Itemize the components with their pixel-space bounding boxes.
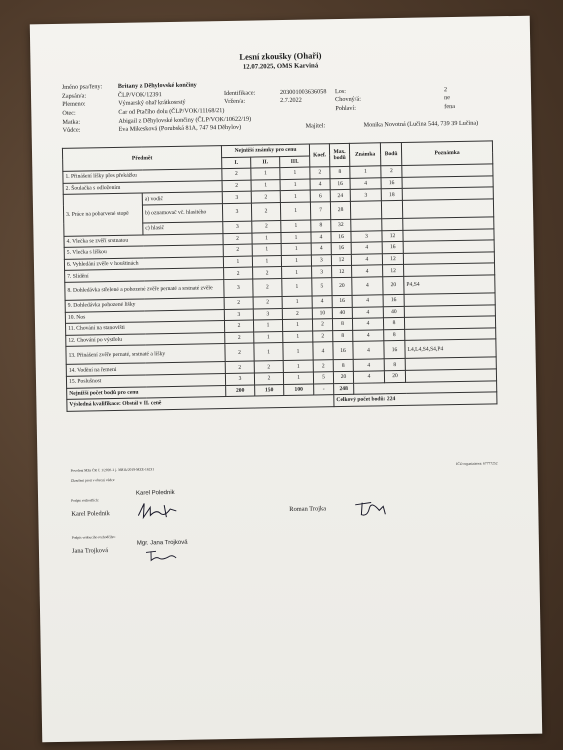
total-points: Celkový počet bodů: 224	[334, 392, 497, 406]
cell-subject: 9. Dohledávka pohozené lišky	[65, 298, 224, 312]
dog-info	[62, 76, 493, 136]
mother-label: Matka:	[62, 118, 81, 126]
small-note: Zkoušení proti v obecní vůdce	[70, 478, 115, 483]
cell-grade-iii: 1	[280, 202, 310, 221]
cell-poznamka	[402, 199, 493, 219]
judge-3-name: Jana Trojková	[71, 547, 109, 555]
cell-max: 20	[333, 371, 353, 383]
cell-grade-i: 2	[224, 320, 253, 332]
cell-subject: 10. Nos	[65, 309, 224, 323]
breed-value: Výmarský ohař krátkosrstý	[118, 99, 186, 108]
organizer-id: IČO organizátora: 67777252	[456, 461, 498, 467]
cell-grade-ii: 1	[254, 331, 283, 343]
cell-poznamka: P4,S4	[404, 275, 495, 295]
cell-grade-i: 3	[222, 191, 251, 203]
cell-max: 40	[332, 307, 352, 319]
cell-znamka: 4	[352, 295, 383, 307]
document-subtitle: 12.07.2025, OMS Karviná	[242, 62, 319, 71]
cell-koef: 2	[310, 167, 330, 179]
cell-znamka: 4	[353, 330, 384, 342]
judges-caption: Podpis rozhodčích:	[71, 498, 99, 503]
cell-bodu: 12	[383, 265, 404, 277]
cell-subject: 1. Přinášení lišky přes překážku	[63, 169, 222, 183]
cell-grade-ii: 2	[252, 221, 281, 233]
judge-stamp-1: Karel Polednik	[135, 489, 175, 497]
cell-grade-i: 3	[223, 221, 252, 233]
cell-znamka: 4	[352, 277, 383, 296]
cell-znamka: 3	[351, 230, 382, 242]
cell-znamka: 1	[350, 166, 381, 178]
cell-subject: 8. Dohledávka střelené a pohozené zvěře pernaté a srstnaté zvěře	[65, 280, 224, 301]
cell-koef: 6	[310, 190, 330, 202]
reg-value: ČLP/VOK/12391	[117, 90, 162, 99]
id-label: Identifikace:	[223, 89, 256, 97]
cell-koef: 4	[312, 296, 332, 308]
cell-koef: 2	[313, 360, 333, 372]
cell-max: 20	[332, 277, 352, 295]
cell-grade-iii: 1	[280, 167, 310, 179]
cell-grade-ii: 1	[251, 179, 280, 191]
cell-grade-ii: 2	[253, 296, 282, 308]
header-max: Max. bodů	[329, 143, 349, 167]
header-poznamka: Poznámka	[401, 141, 492, 166]
cell-grade-i: 3	[222, 203, 251, 222]
cell-grade-ii: 1	[252, 255, 281, 267]
cell-koef: 4	[310, 178, 330, 190]
cell-grade-i: 2	[223, 244, 252, 256]
cell-max: 28	[330, 201, 350, 219]
cell-subject: 7. Slídění	[65, 268, 224, 282]
cell-grade-ii: 1	[252, 244, 281, 256]
signature-3	[144, 548, 184, 563]
cell-znamka: 4	[350, 178, 381, 190]
cell-grade-ii: 2	[254, 372, 283, 384]
cell-znamka: 4	[352, 318, 383, 330]
cell-grade-iii: 1	[283, 331, 313, 343]
cell-grade-ii: 2	[251, 203, 280, 222]
cell-max: 8	[330, 167, 350, 179]
cell-grade-i: 2	[222, 180, 251, 192]
cell-koef: 3	[311, 254, 331, 266]
sum-koef: -	[314, 383, 334, 395]
cell-koef: 8	[311, 220, 331, 232]
cell-bodu: 18	[381, 189, 402, 201]
cell-grade-iii: 1	[282, 266, 312, 278]
cell-max: 24	[330, 190, 350, 202]
cell-grade-i: 2	[225, 343, 254, 362]
cell-grade-ii: 2	[253, 267, 282, 279]
cell-grade-iii: 1	[282, 319, 312, 331]
cell-bodu: 2	[381, 166, 402, 178]
chovny-label: Chovný/á:	[335, 96, 361, 104]
cell-subject: 13. Přinášení zvěře pernaté, srstnaté a lišky	[66, 344, 225, 365]
cell-bodu: 12	[382, 253, 403, 265]
born-label: Vržen/a:	[224, 98, 246, 106]
cell-bodu: 16	[382, 242, 403, 254]
cell-max: 16	[332, 295, 352, 307]
cell-bodu: 8	[384, 359, 405, 371]
mother-value: Abigail z Děhylovské končiny (ČLP/VOK/10622/19)	[118, 115, 252, 125]
judge-stamp-3: Mgr. Jana Trojková	[136, 539, 188, 547]
cell-grade-iii: 1	[283, 372, 313, 384]
cell-grade-ii: 2	[254, 361, 283, 373]
cell-znamka: 4	[351, 242, 382, 254]
cell-bodu: 8	[383, 318, 404, 330]
cell-max: 16	[331, 231, 351, 243]
cell-koef: 10	[312, 307, 332, 319]
cell-subsubject: c) hlasič	[143, 222, 223, 235]
cell-bodu	[382, 218, 403, 230]
cell-max: 32	[331, 219, 351, 231]
cell-znamka: 4	[351, 254, 382, 266]
header-ii: II.	[251, 156, 280, 168]
cell-grade-iii: 1	[281, 243, 311, 255]
cell-grade-ii: 1	[253, 320, 282, 332]
owner-value: Monika Novotná (Lučina 544, 739 39 Lučina)	[363, 120, 479, 130]
cell-koef: 5	[313, 372, 333, 384]
chovny-value: ne	[444, 94, 451, 102]
cell-max: 12	[332, 266, 352, 278]
handler-label: Vůdce:	[62, 126, 81, 135]
cell-poznamka: L4,L4,S4,S4,P4	[405, 339, 496, 359]
cell-grade-iii: 2	[282, 308, 312, 320]
sum-iii: 100	[284, 384, 314, 396]
header-subject: Předmět	[62, 146, 221, 172]
cell-grade-i: 2	[225, 332, 254, 344]
cell-subject: 15. Poslušnost	[66, 373, 225, 387]
results-table	[62, 140, 498, 411]
judge-1-name: Karel Polednik	[71, 510, 110, 518]
los-value: 2	[443, 85, 448, 93]
cell-grade-ii: 3	[253, 308, 282, 320]
father-value: Car od Ptačího dolu (ČLP/VOK/11168/21)	[118, 107, 225, 116]
sex-value: fena	[444, 103, 455, 111]
cell-grade-ii: 1	[251, 168, 280, 180]
cell-grade-i: 2	[224, 267, 253, 279]
cell-grade-iii: 1	[281, 220, 311, 232]
sum-i: 200	[226, 385, 255, 397]
cell-znamka: 4	[353, 371, 384, 383]
cell-koef: 4	[311, 243, 331, 255]
cell-bodu: 20	[384, 370, 405, 382]
cell-max: 8	[333, 330, 353, 342]
cell-grade-iii: 1	[281, 255, 311, 267]
cell-grade-i: 2	[223, 233, 252, 245]
cell-max: 8	[332, 318, 352, 330]
cell-max: 12	[331, 254, 351, 266]
cell-subject: 12. Chování po výstřelu	[66, 332, 225, 346]
header-znamka: Známka	[349, 143, 380, 167]
sex-label: Pohlaví:	[335, 104, 356, 113]
sum-ii: 150	[255, 384, 284, 396]
cell-znamka	[351, 219, 382, 231]
permit-note: Povolení MZe ČR č. 1/2020-1 j. 3681k/2019-MZE-16231	[70, 467, 155, 473]
header-bodu: Bodů	[380, 142, 401, 166]
cell-bodu: 8	[384, 329, 405, 341]
cell-grade-i: 3	[224, 279, 253, 298]
cell-znamka: 4	[353, 341, 384, 360]
cell-grade-iii: 1	[283, 342, 313, 361]
cell-znamka: 4	[352, 265, 383, 277]
sum-label: Nejnižší počet bodů pro cenu	[67, 385, 226, 399]
cell-bodu: 16	[383, 294, 404, 306]
cell-koef: 4	[311, 231, 331, 243]
cell-grade-i: 1	[223, 256, 252, 268]
cell-subject: 11. Chování na stanovišti	[65, 321, 224, 335]
cell-znamka: 4	[353, 359, 384, 371]
cell-grade-iii: 1	[280, 190, 310, 202]
dog-name: Britany z Děhylovské končiny	[117, 81, 197, 90]
cell-subject: 4. Vlečka se zvěří srstnatou	[64, 233, 223, 247]
cell-max: 16	[333, 342, 353, 360]
cell-grade-ii: 2	[251, 191, 280, 203]
document-page	[30, 16, 542, 743]
cell-znamka: 4	[352, 306, 383, 318]
cell-max: 8	[333, 360, 353, 372]
born-value: 2.7.2022	[280, 97, 302, 105]
cell-max: 16	[331, 242, 351, 254]
breed-label: Plemeno:	[62, 100, 86, 109]
cell-grade-i: 2	[225, 361, 254, 373]
cell-bodu: 40	[383, 306, 404, 318]
cell-subject: 5. Vlečka s liškou	[64, 245, 223, 259]
cell-grade-iii: 1	[280, 179, 310, 191]
cell-grade-ii: 2	[253, 278, 282, 297]
cell-subject: 14. Vodění na řemeni	[66, 362, 225, 376]
cell-subject: 3. Práce na pobarvené stopě	[63, 193, 143, 236]
cell-max: 16	[330, 178, 350, 190]
id-value: 203001003636058	[279, 87, 327, 96]
cell-grade-i: 2	[224, 297, 253, 309]
signature-2	[353, 498, 393, 519]
header-koef: Koef.	[309, 144, 329, 168]
cell-grade-iii: 1	[282, 296, 312, 308]
cell-znamka: 3	[350, 189, 381, 201]
header-min-grades: Nejnižší známky pro cenu	[221, 144, 309, 157]
cell-bodu	[381, 200, 402, 218]
los-label: Los:	[334, 87, 347, 95]
cell-grade-iii: 1	[283, 360, 313, 372]
cell-grade-i: 3	[225, 373, 254, 385]
cell-grade-i: 2	[222, 168, 251, 180]
name-label: Jméno psa/feny:	[61, 83, 103, 91]
header-iii: III.	[280, 156, 310, 168]
cell-bodu: 12	[382, 230, 403, 242]
cell-koef: 7	[310, 202, 330, 220]
handler-value: Eva Mikesková (Porubská 81A, 747 94 Děhylov)	[118, 124, 242, 134]
cell-subject: 6. Vyhledání zvěře v houštinách	[64, 256, 223, 270]
cell-koef: 5	[312, 278, 332, 296]
header-i: I.	[222, 157, 251, 169]
cell-subsubject: a) vodič	[142, 192, 222, 205]
cell-grade-i: 3	[224, 309, 253, 321]
cell-grade-ii: 1	[254, 343, 283, 362]
document-title: Lesní zkoušky (Ohaři)	[239, 50, 322, 62]
cell-subject: 2. Šoulačka s odložením	[63, 180, 222, 194]
reg-label: Zapsán/a:	[61, 92, 87, 100]
father-label: Otec:	[62, 109, 76, 117]
owner-label: Majitel:	[305, 122, 326, 131]
cell-koef: 4	[313, 342, 333, 360]
cell-koef: 2	[312, 319, 332, 331]
cell-bodu: 16	[384, 341, 405, 359]
cell-znamka	[350, 201, 381, 220]
cell-koef: 3	[312, 266, 332, 278]
cell-grade-iii: 1	[282, 278, 312, 297]
signature-1	[136, 499, 184, 522]
sum-max: 248	[334, 383, 354, 395]
judge-2-name: Roman Trojka	[289, 505, 327, 513]
cell-subsubject: b) oznamovač vč. hlasitého	[142, 204, 222, 223]
cell-grade-iii: 1	[281, 232, 311, 244]
final-qualification: Výsledná kvalifikace: Obstál v II. ceně	[67, 395, 334, 411]
third-judge-caption: Podpis vedoucího rozhodčího:	[71, 535, 116, 540]
cell-bodu: 16	[381, 177, 402, 189]
cell-grade-ii: 1	[252, 232, 281, 244]
cell-koef: 2	[313, 330, 333, 342]
cell-bodu: 20	[383, 276, 404, 294]
